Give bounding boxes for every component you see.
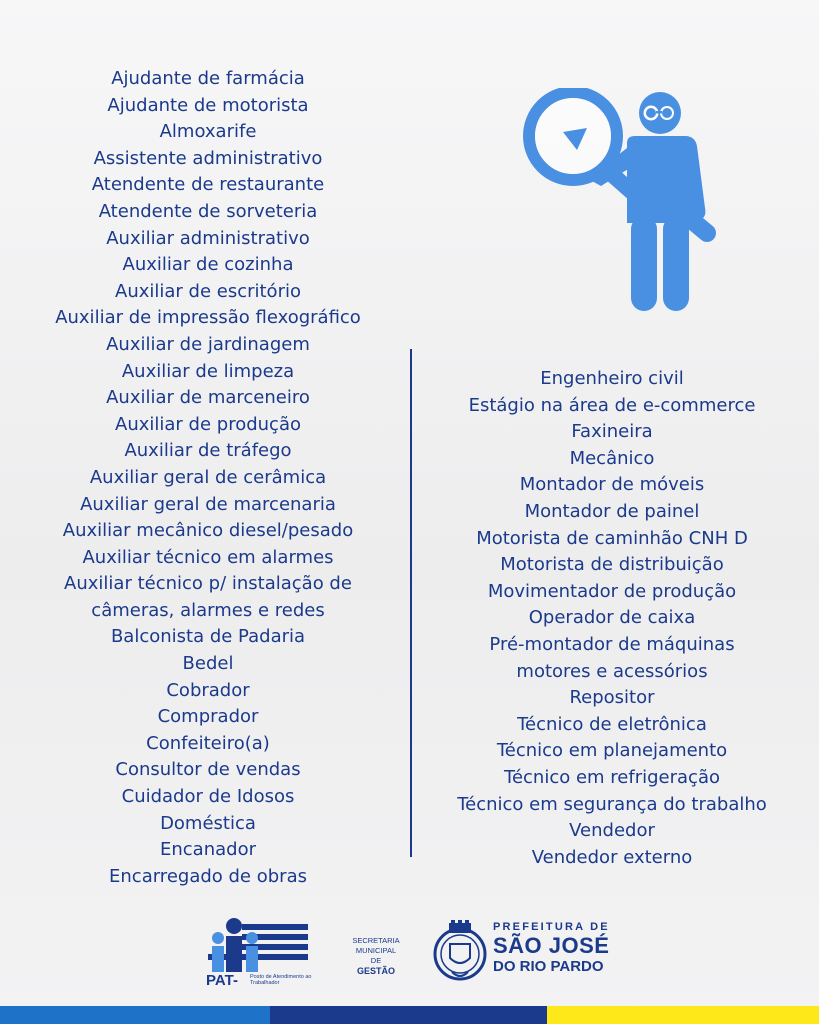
- secretaria-line3: GESTÃO: [356, 966, 395, 976]
- job-title-item: Auxiliar de produção: [115, 413, 301, 435]
- job-title-item: Auxiliar administrativo: [106, 227, 310, 249]
- job-title-item: Movimentador de produção: [487, 580, 737, 602]
- job-title-item: Assistente administrativo: [93, 147, 323, 169]
- job-title-item: Mecânico: [569, 447, 655, 469]
- job-title-item: Ajudante de farmácia: [111, 68, 305, 89]
- job-title-item: Doméstica: [160, 812, 256, 834]
- job-title-item: Vendedor: [569, 820, 655, 842]
- job-title-item: Motorista de distribuição: [500, 554, 724, 576]
- job-title-item: Estágio na área de e-commerce: [468, 394, 756, 416]
- footer-logos: [0, 912, 819, 992]
- job-title-item: Bedel: [182, 653, 234, 675]
- job-title-item: Auxiliar de jardinagem: [106, 333, 310, 355]
- job-title-item: Vendedor externo: [531, 846, 693, 868]
- job-title-item: Auxiliar de limpeza: [121, 360, 295, 382]
- job-title-item: Repositor: [569, 687, 655, 709]
- job-title-item: Auxiliar de cozinha: [122, 254, 294, 276]
- job-title-item: Técnico de eletrônica: [517, 713, 707, 735]
- job-title-item: Balconista de Padaria: [110, 626, 306, 648]
- job-title-item: Pré-montador de máquinas: [489, 633, 735, 655]
- job-title-item: Cuidador de Idosos: [121, 786, 295, 808]
- prefeitura-line3: DO RIO PARDO: [493, 958, 604, 975]
- job-title-item: motores e acessórios: [516, 660, 708, 682]
- job-title-item: Encarregado de obras: [109, 865, 307, 887]
- job-title-item: Técnico em planejamento: [496, 740, 728, 762]
- job-title-item: Auxiliar de tráfego: [124, 440, 292, 462]
- pat-subtitle: Posto de Atendimento ao Trabalhador: [250, 974, 312, 986]
- bar-segment-blue: [0, 1006, 270, 1024]
- job-title-item: Almoxarife: [159, 121, 257, 143]
- secretaria-logo: [352, 936, 400, 976]
- prefeitura-logo: [493, 920, 610, 975]
- column-divider: [410, 349, 412, 857]
- job-title-item: Técnico em segurança do trabalho: [457, 793, 767, 815]
- job-title-item: Ajudante de motorista: [107, 94, 309, 116]
- prefeitura-line1: PREFEITURA DE: [493, 921, 610, 933]
- job-title-item: Auxiliar técnico em alarmes: [82, 546, 334, 568]
- job-title-item: Auxiliar técnico p/ instalação de: [64, 573, 352, 595]
- job-title-item: Comprador: [157, 706, 259, 728]
- job-title-item: Consultor de vendas: [115, 759, 301, 781]
- job-title-item: Confeiteiro(a): [146, 732, 270, 754]
- job-title-item: Auxiliar de impressão flexográfico: [55, 307, 361, 329]
- job-title-item: Técnico em refrigeração: [504, 766, 720, 788]
- pat-name: PAT-: [206, 972, 238, 989]
- job-title-item: Montador de móveis: [519, 474, 705, 496]
- prefeitura-line2: SÃO JOSÉ: [493, 933, 610, 958]
- bottom-color-bar: [0, 1006, 819, 1024]
- job-title-item: Cobrador: [166, 679, 250, 701]
- person-with-magnifying-glass-icon: [515, 88, 725, 318]
- job-title-item: Atendente de sorveteria: [98, 200, 318, 222]
- bar-segment-yellow: [547, 1006, 819, 1024]
- pat-emblem-icon: [206, 916, 316, 974]
- city-seal-icon: [432, 920, 488, 984]
- job-title-item: Atendente de restaurante: [91, 174, 325, 196]
- secretaria-line1: SECRETARIA: [352, 936, 400, 945]
- job-title-item: Auxiliar mecânico diesel/pesado: [62, 520, 354, 542]
- job-title-item: Auxiliar de escritório: [115, 280, 301, 302]
- bar-segment-navy: [270, 1006, 547, 1024]
- job-list-right: [432, 366, 792, 871]
- job-list-left: [28, 66, 388, 890]
- secretaria-line2: MUNICIPAL DE: [355, 946, 397, 965]
- job-title-item: Encanador: [160, 839, 256, 861]
- job-title-item: Faxineira: [571, 421, 653, 443]
- job-title-item: Motorista de caminhão CNH D: [476, 527, 748, 549]
- job-title-item: Auxiliar geral de cerâmica: [89, 466, 327, 488]
- pat-logo: [206, 916, 316, 992]
- job-title-item: Engenheiro civil: [540, 368, 684, 389]
- job-title-item: Operador de caixa: [528, 607, 696, 629]
- job-title-item: câmeras, alarmes e redes: [91, 599, 325, 621]
- job-title-item: Montador de painel: [524, 500, 700, 522]
- job-title-item: Auxiliar geral de marcenaria: [80, 493, 336, 515]
- job-title-item: Auxiliar de marceneiro: [106, 387, 310, 409]
